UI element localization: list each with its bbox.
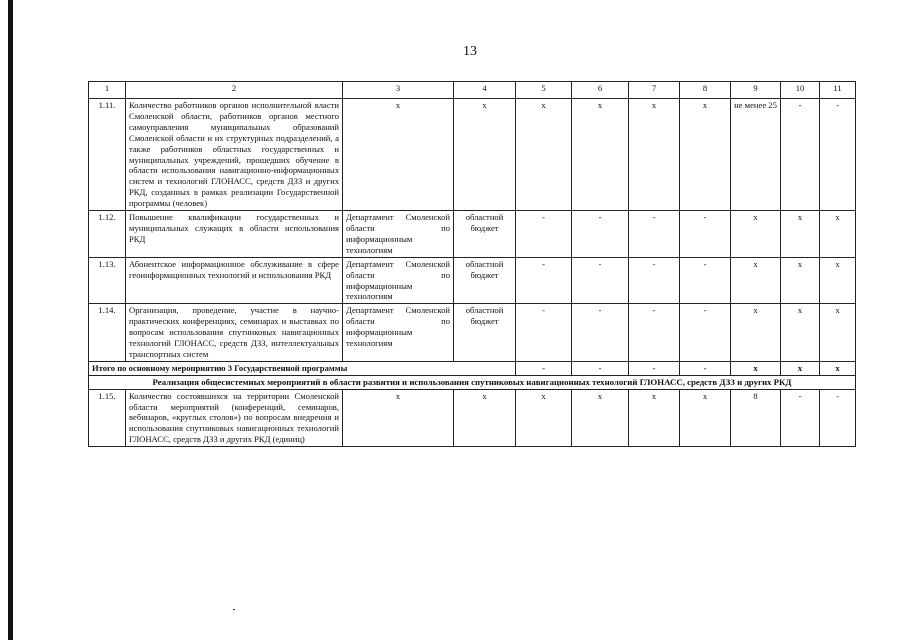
header-cell: 2	[126, 82, 343, 99]
row-description: Организация, проведение, участие в научно-практических конференциях, семинарах и выставках по вопросам использования спутниковых навигационных технологий ГЛОНАСС, средств ДЗЗ, интеллектуальных транспортных систем	[126, 304, 343, 362]
row-funding: областной бюджет	[454, 211, 516, 258]
row-value: х	[731, 211, 781, 258]
row-value: 8	[731, 389, 781, 447]
row-number: 1.12.	[89, 211, 126, 258]
row-value: -	[572, 211, 629, 258]
row-description: Абонентское информационное обслуживание в сфере геоинформационных технологий и использования РКД	[126, 257, 343, 304]
row-number: 1.15.	[89, 389, 126, 447]
table-row	[89, 257, 856, 304]
row-description: Повышение квалификации государственных и муниципальных служащих в области использования РКД	[126, 211, 343, 258]
row-value: х	[680, 389, 731, 447]
header-cell: 3	[343, 82, 454, 99]
row-value: х	[516, 99, 572, 211]
row-executor: Департамент Смоленской области по информационным технологиям	[343, 211, 454, 258]
row-value: -	[572, 304, 629, 362]
row-value: -	[820, 99, 856, 211]
row-value: -	[572, 257, 629, 304]
row-value: х	[629, 99, 680, 211]
table-row	[89, 99, 856, 211]
row-funding: х	[454, 99, 516, 211]
table-header-row	[89, 82, 856, 99]
header-cell: 9	[731, 82, 781, 99]
row-description: Количество работников органов исполнительной власти Смоленской области, работников органов местного самоуправления муниципальных образований Смоленской области и их структурных подразделений, а также работников областных государственных и муниципальных учреждений, прошедших обучение в области использования навигационно-информационных систем и технологий ГЛОНАСС, средств ДЗЗ и других РКД, созданных в рамках реализации Государственной программы (человек)	[126, 99, 343, 211]
row-executor: Департамент Смоленской области по информационным технологиям	[343, 304, 454, 362]
program-table	[88, 81, 856, 447]
row-value: не менее 25	[731, 99, 781, 211]
row-value: -	[680, 211, 731, 258]
page-edge-bar	[8, 0, 13, 640]
row-value: х	[731, 257, 781, 304]
row-value: х	[820, 304, 856, 362]
row-value: -	[820, 389, 856, 447]
row-value: х	[781, 304, 820, 362]
row-value: х	[731, 304, 781, 362]
row-value: х	[820, 257, 856, 304]
row-executor: х	[343, 99, 454, 211]
row-value: -	[629, 257, 680, 304]
header-cell: 10	[781, 82, 820, 99]
row-value: -	[516, 257, 572, 304]
scan-speck	[233, 609, 235, 610]
total-label: Итого по основному мероприятию 3 Государственной программы	[89, 361, 516, 375]
total-row	[89, 361, 856, 375]
row-number: 1.13.	[89, 257, 126, 304]
header-cell: 1	[89, 82, 126, 99]
section-row	[89, 375, 856, 389]
total-value: -	[572, 361, 629, 375]
page-number: 13	[463, 44, 477, 59]
row-funding: областной бюджет	[454, 304, 516, 362]
row-value: -	[680, 304, 731, 362]
header-cell: 8	[680, 82, 731, 99]
row-value: х	[820, 211, 856, 258]
header-cell: 11	[820, 82, 856, 99]
total-value: -	[516, 361, 572, 375]
row-value: -	[781, 389, 820, 447]
row-value: х	[680, 99, 731, 211]
row-description: Количество состоявшихся на территории Смоленской области мероприятий (конференций, семинаров, вебинаров, «круглых столов») по вопросам внедрения и использования спутниковых навигационных технологий ГЛОНАСС, средств ДЗЗ и других РКД (единиц)	[126, 389, 343, 447]
row-executor: х	[343, 389, 454, 447]
row-number: 1.11.	[89, 99, 126, 211]
row-value: -	[629, 211, 680, 258]
row-value: х	[516, 389, 572, 447]
header-cell: 5	[516, 82, 572, 99]
row-value: х	[572, 99, 629, 211]
total-value: -	[629, 361, 680, 375]
row-value: х	[629, 389, 680, 447]
table-row	[89, 304, 856, 362]
total-value: х	[781, 361, 820, 375]
table-row	[89, 389, 856, 447]
header-cell: 4	[454, 82, 516, 99]
total-value: х	[820, 361, 856, 375]
header-cell: 7	[629, 82, 680, 99]
header-cell: 6	[572, 82, 629, 99]
row-value: -	[516, 304, 572, 362]
row-value: -	[781, 99, 820, 211]
row-value: х	[572, 389, 629, 447]
row-number: 1.14.	[89, 304, 126, 362]
row-funding: областной бюджет	[454, 257, 516, 304]
total-value: х	[731, 361, 781, 375]
row-value: -	[629, 304, 680, 362]
total-value: -	[680, 361, 731, 375]
table-row	[89, 211, 856, 258]
row-value: х	[781, 257, 820, 304]
row-executor: Департамент Смоленской области по информационным технологиям	[343, 257, 454, 304]
row-value: х	[781, 211, 820, 258]
row-value: -	[516, 211, 572, 258]
row-funding: х	[454, 389, 516, 447]
row-value: -	[680, 257, 731, 304]
section-title: Реализация общесистемных мероприятий в области развития и использования спутниковых навигационных технологий ГЛОНАСС, средств ДЗЗ и других РКД	[89, 375, 856, 389]
